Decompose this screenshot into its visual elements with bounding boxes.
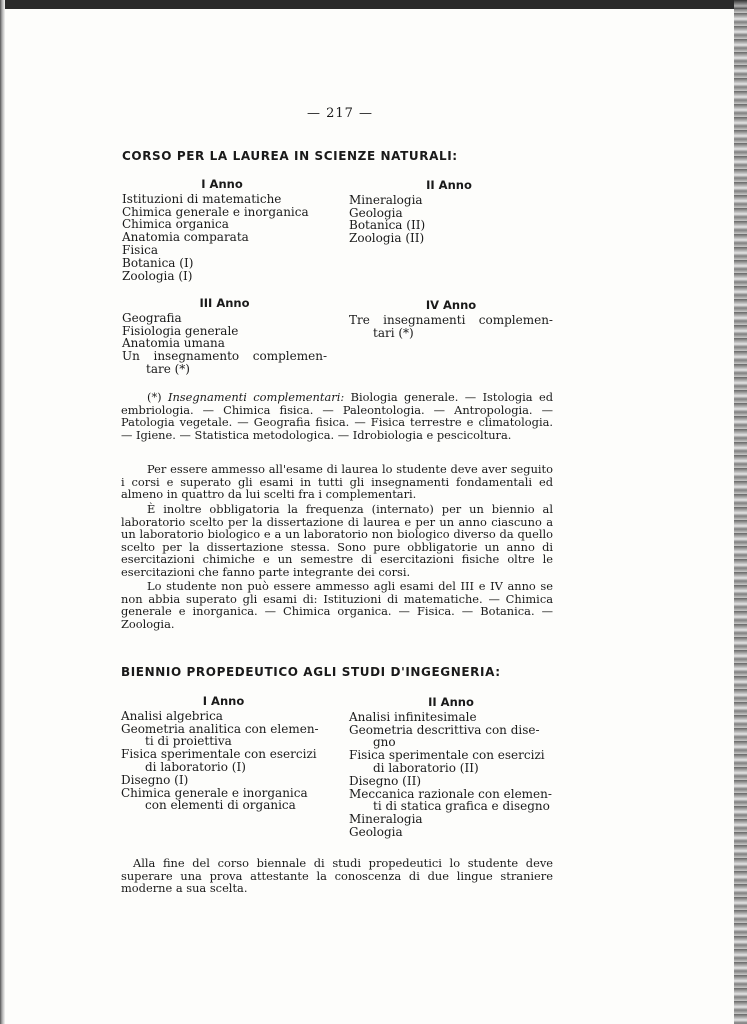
paragraph-esame-laurea: Per essere ammesso all'esame di laurea lo studente deve aver seguito i corsi e superato gli esami in tutti gli insegnamenti fondamentali ed almeno in quattro da lui scelti fra i complementari. xyxy=(121,462,553,502)
year-label: II Anno xyxy=(426,178,472,192)
ingegneria-year-1 xyxy=(121,695,326,812)
year-label: I Anno xyxy=(202,694,245,708)
course-item-continuation: di laboratorio (I) xyxy=(145,759,246,774)
footnote-complementari xyxy=(121,391,553,441)
course-item: Geologia xyxy=(349,205,403,220)
page-number: — 217 — xyxy=(306,106,374,121)
course-item: Mineralogia xyxy=(349,812,423,827)
course-item: Geometria analitica con elemen- xyxy=(121,721,319,736)
paragraph-frequenza: È inoltre obbligatoria la frequenza (internato) per un biennio al laboratorio scelto per la dissertazione di laurea e per un anno ciascuno a un laboratorio biologico e a un laboratorio non biologico diverso da quello scelto per la dissertazione stessa. Sono pure obbligatorie un anno di esercitazioni chimiche e un semestre di esercitazioni fisiche oltre le esercitazioni che fanno parte integrante dei corsi. xyxy=(121,502,553,579)
course-item-continuation: ti di proiettiva xyxy=(145,734,232,749)
course-item-continuation: gno xyxy=(373,735,396,750)
course-item: Anatomia comparata xyxy=(122,230,249,245)
course-item-continuation: tari (*) xyxy=(373,325,414,340)
ingegneria-year-2 xyxy=(349,696,553,839)
scienze-year-3 xyxy=(122,297,327,376)
paragraph-ammissione: Lo studente non può essere ammesso agli esami del III e IV anno se non abbia superato gli esami di: Istituzioni di matematiche. — Chimica generale e inorganica. — Chimica organica. — Fisica. — Botanica. — Zoologia. xyxy=(121,579,553,631)
course-item: Geografia xyxy=(122,310,182,325)
course-item: Meccanica razionale con elemen- xyxy=(349,786,552,801)
course-item: Fisiologia generale xyxy=(122,323,239,338)
course-item: Botanica (I) xyxy=(122,255,194,270)
scan-top-edge xyxy=(0,0,747,9)
section-title-ingegneria: BIENNIO PROPEDEUTICO AGLI STUDI D'INGEGNERIA: xyxy=(121,665,501,679)
scan-right-edge xyxy=(734,0,747,1024)
section-title-scienze-naturali: CORSO PER LA LAUREA IN SCIENZE NATURALI: xyxy=(122,149,458,163)
course-item: Fisica sperimentale con esercizi xyxy=(121,747,317,762)
course-item: Anatomia umana xyxy=(122,336,225,351)
course-item: Mineralogia xyxy=(349,192,423,207)
course-item-continuation: ti di statica grafica e disegno xyxy=(373,799,550,814)
course-item-continuation: di laboratorio (II) xyxy=(373,760,479,775)
course-item-continuation: con elementi di organica xyxy=(145,798,296,813)
paragraph-lingue-straniere: Alla fine del corso biennale di studi propedeutici lo studente deve superare una prova attestante la conoscenza di due lingue straniere moderne a sua scelta. xyxy=(121,856,553,896)
scienze-year-4 xyxy=(349,299,553,339)
year-label: III Anno xyxy=(199,296,250,310)
course-item: Tre insegnamenti complemen- xyxy=(349,312,553,327)
year-label: IV Anno xyxy=(425,298,477,312)
course-item: Chimica generale e inorganica xyxy=(121,785,308,800)
course-item: Botanica (II) xyxy=(349,218,426,233)
course-item: Zoologia (I) xyxy=(122,268,193,283)
course-item: Geometria descrittiva con dise- xyxy=(349,722,540,737)
course-item: Chimica generale e inorganica xyxy=(122,204,309,219)
course-item: Analisi infinitesimale xyxy=(349,709,477,724)
course-item: Fisica sperimentale con esercizi xyxy=(349,748,545,763)
course-item: Zoologia (II) xyxy=(349,231,425,246)
footnote-marker: (*) xyxy=(147,390,168,404)
course-item: Fisica xyxy=(122,242,159,257)
course-item: Chimica organica xyxy=(122,217,229,232)
scienze-year-2 xyxy=(349,179,549,245)
year-label: I Anno xyxy=(201,177,243,191)
year-label: II Anno xyxy=(428,695,474,709)
scan-left-edge xyxy=(0,0,5,1024)
course-item-continuation: tare (*) xyxy=(146,361,190,376)
course-item: Disegno (II) xyxy=(349,773,422,788)
course-item: Analisi algebrica xyxy=(121,708,223,723)
footnote-title: Insegnamenti complementari: xyxy=(167,390,345,404)
course-item: Istituzioni di matematiche xyxy=(122,191,282,206)
course-item: Geologia xyxy=(349,824,403,839)
course-item: Un insegnamento complemen- xyxy=(122,349,327,364)
course-item: Disegno (I) xyxy=(121,772,189,787)
footnote-text: Biologia generale. — Istologia ed embriologia. — Chimica fisica. — Paleontologia. — Antropologia. — Patologia vegetale. — Geografia fisica. — Fisica terrestre e climatologia. — Igiene. — Statistica metodologica. — Idrobiologia e pescicoltura. xyxy=(121,390,553,442)
scienze-year-1 xyxy=(122,178,322,282)
